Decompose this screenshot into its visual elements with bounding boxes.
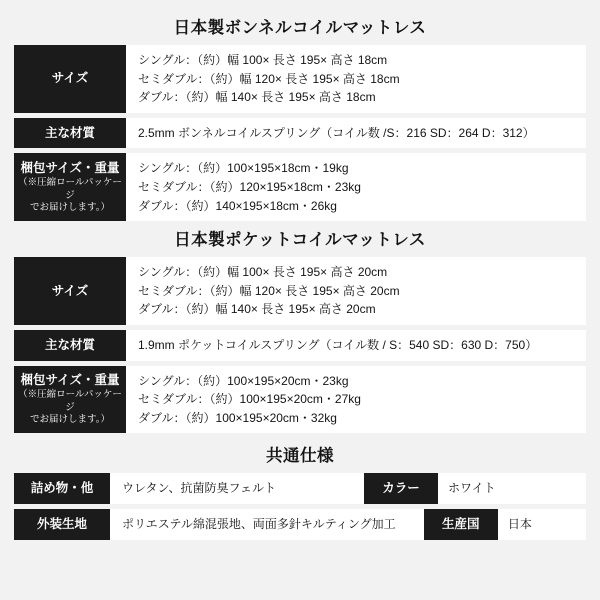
spec-value-line: ダブル：（約）100×195×20cm・32kg bbox=[138, 410, 337, 425]
spec-value-filling bbox=[110, 473, 364, 504]
spec-value-package bbox=[126, 366, 586, 434]
spec-value-line: ダブル：（約）幅 140× 長さ 195× 高さ 18cm bbox=[138, 90, 376, 105]
section-title-common: 共通仕様 bbox=[266, 447, 334, 466]
spec-value-cover-fabric bbox=[110, 509, 424, 540]
spec-value-origin bbox=[498, 509, 586, 540]
spec-row-size-bonnell bbox=[14, 45, 586, 113]
spec-row-filling bbox=[14, 473, 586, 504]
spec-value-line: ホワイト bbox=[447, 481, 496, 496]
spec-value-line: シングル：（約）100×195×20cm・23kg bbox=[138, 373, 349, 388]
spec-value-package bbox=[126, 153, 586, 221]
spec-value-line: ウレタン、抗菌防臭フェルト bbox=[122, 481, 276, 496]
spec-value-line: 日本 bbox=[507, 516, 532, 531]
spec-value-size bbox=[126, 257, 586, 325]
spec-label-text: 主な材質 bbox=[44, 337, 95, 352]
spec-label-text: 詰め物・他 bbox=[30, 481, 94, 496]
spec-label-text: 梱包サイズ・重量 bbox=[20, 161, 120, 176]
spec-label-cover-fabric bbox=[14, 509, 110, 540]
spec-value-line: 1.9mm ポケットコイルスプリング（コイル数 / S：540 SD：630 D：750） bbox=[138, 337, 538, 352]
spec-label-text: カラー bbox=[382, 481, 420, 496]
spec-row-cover-fabric bbox=[14, 509, 586, 540]
spec-value-line: セミダブル：（約）120×195×18cm・23kg bbox=[138, 179, 361, 194]
spec-value-material bbox=[126, 330, 586, 361]
section-title-bonnell: 日本製ボンネルコイルマットレス bbox=[173, 19, 427, 37]
spec-label-filling bbox=[14, 473, 110, 504]
spec-label-size bbox=[14, 45, 126, 113]
spec-value-line: ダブル：（約）幅 140× 長さ 195× 高さ 20cm bbox=[138, 302, 376, 317]
spec-label-material bbox=[14, 118, 126, 149]
spec-value-line: セミダブル：（約）100×195×20cm・27kg bbox=[138, 392, 361, 407]
spec-label-size bbox=[14, 257, 126, 325]
spec-label-text: 生産国 bbox=[442, 516, 480, 531]
spec-value-line: ダブル：（約）140×195×18cm・26kg bbox=[138, 198, 337, 213]
spec-row-package-bonnell bbox=[14, 153, 586, 221]
spec-value-size bbox=[126, 45, 586, 113]
spec-value-line: セミダブル：（約）幅 120× 長さ 195× 高さ 20cm bbox=[138, 283, 400, 298]
spec-value-line: シングル：（約）幅 100× 長さ 195× 高さ 20cm bbox=[138, 265, 388, 280]
spec-label-text: 主な材質 bbox=[44, 125, 95, 140]
spec-value-color bbox=[438, 473, 586, 504]
spec-value-line: セミダブル：（約）幅 120× 長さ 195× 高さ 18cm bbox=[138, 71, 400, 86]
spec-label-text: サイズ bbox=[51, 71, 89, 86]
spec-row-package-pocket bbox=[14, 366, 586, 434]
spec-value-line: ポリエステル綿混張地、両面多針キルティング加工 bbox=[122, 516, 396, 531]
spec-label-text: サイズ bbox=[51, 283, 89, 298]
spec-label-origin bbox=[424, 509, 498, 540]
spec-row-material-pocket bbox=[14, 330, 586, 361]
spec-row-material-bonnell bbox=[14, 118, 586, 149]
spec-label-material bbox=[14, 330, 126, 361]
section-title-pocket: 日本製ポケットコイルマットレス bbox=[174, 231, 426, 250]
spec-value-line: シングル：（約）幅 100× 長さ 195× 高さ 18cm bbox=[138, 53, 388, 67]
spec-label-color bbox=[364, 473, 438, 504]
spec-value-material bbox=[126, 118, 586, 149]
spec-value-line: 2.5mm ボンネルコイルスプリング（コイル数 /S：216 SD：264 D：312） bbox=[138, 125, 535, 140]
spec-value-line: シングル：（約）100×195×18cm・19kg bbox=[138, 161, 349, 176]
spec-label-package bbox=[14, 153, 126, 221]
spec-label-text: 梱包サイズ・重量 bbox=[20, 373, 120, 388]
spec-row-size-pocket bbox=[14, 257, 586, 325]
spec-label-note: （※圧縮ロールパッケージ でお届けします。） bbox=[18, 389, 122, 426]
spec-label-package bbox=[14, 366, 126, 434]
spec-label-text: 外装生地 bbox=[36, 516, 87, 531]
spec-label-note: （※圧縮ロールパッケージ でお届けします。） bbox=[18, 177, 122, 213]
